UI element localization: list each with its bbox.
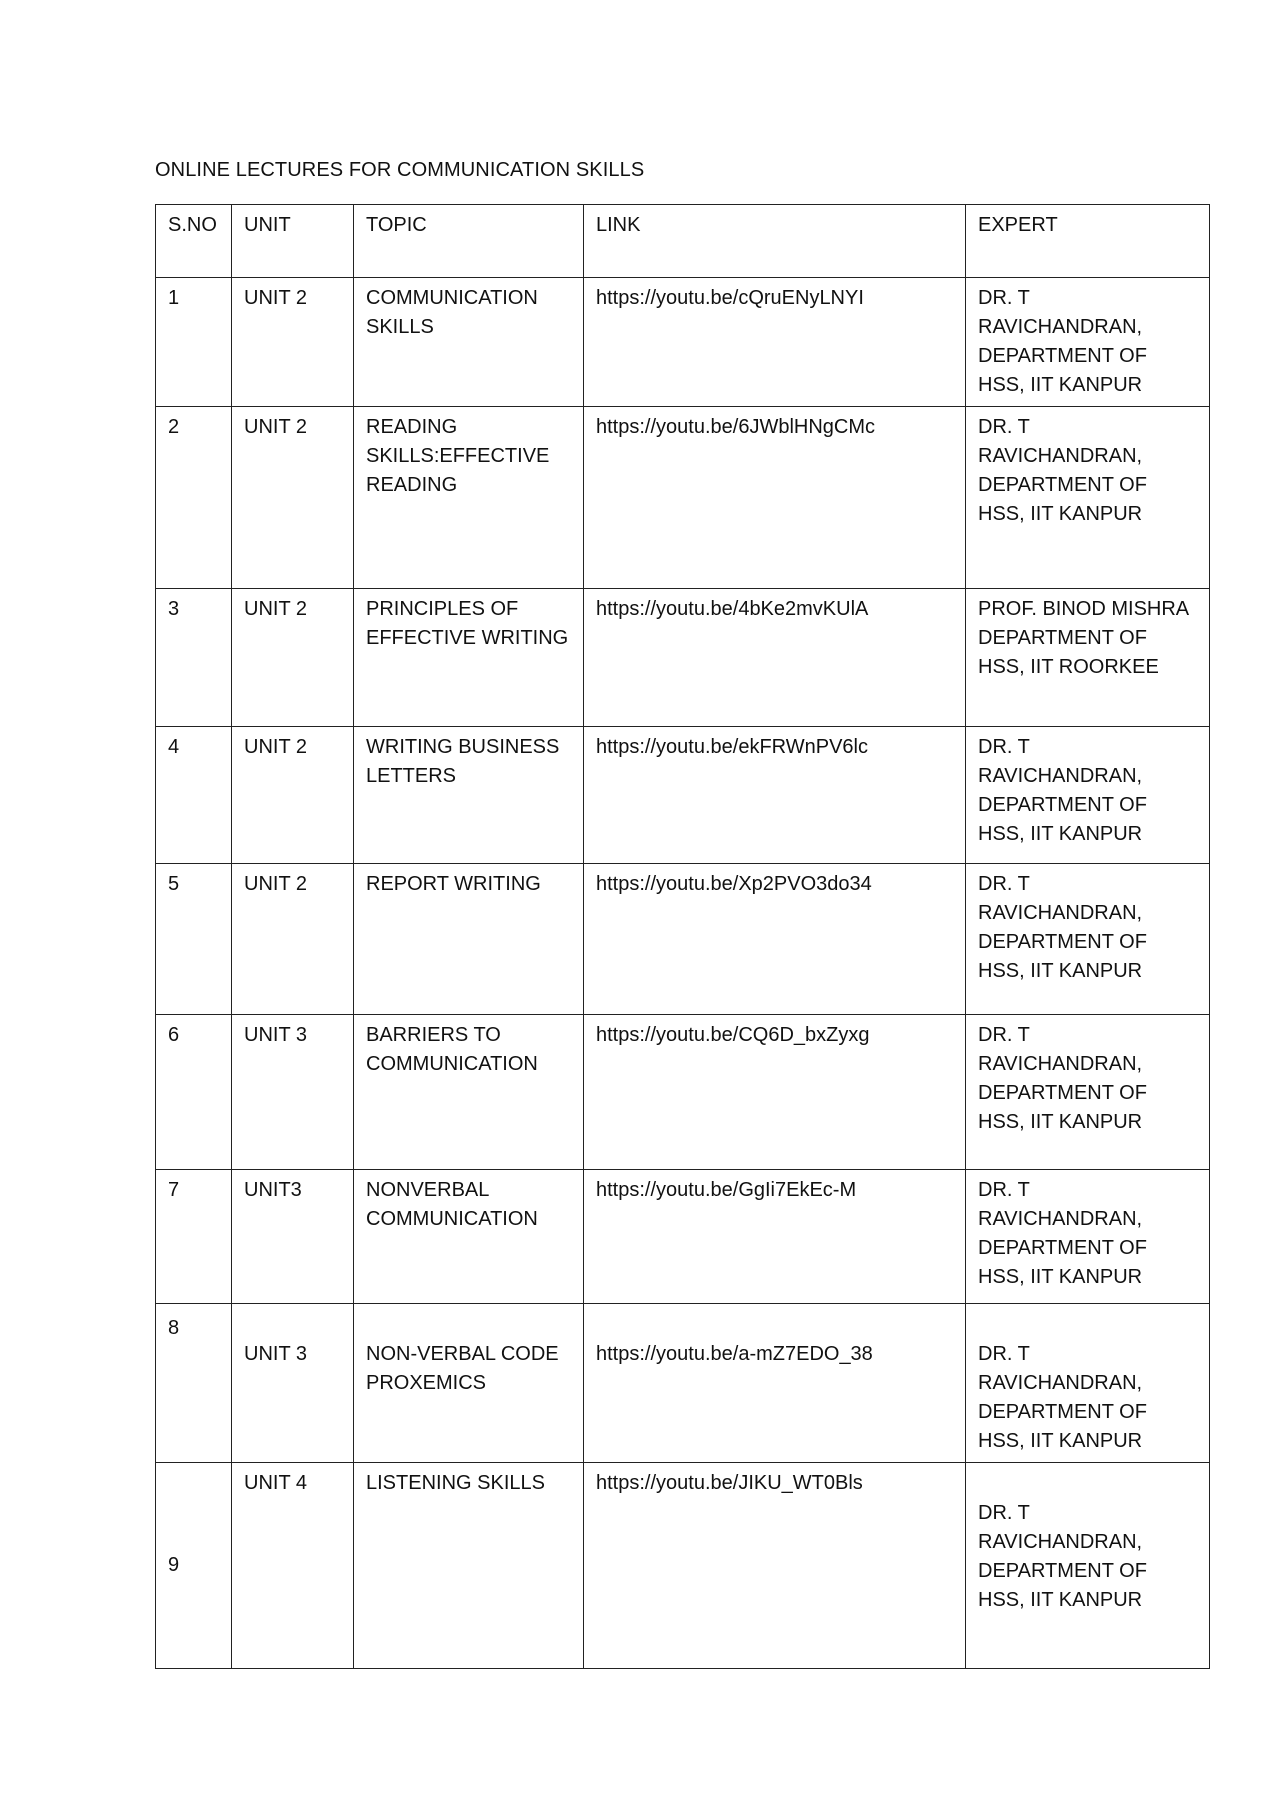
- cell-link[interactable]: https://youtu.be/cQruENyLNYI: [584, 278, 966, 407]
- table-row: [156, 1304, 1210, 1463]
- table-row: [156, 1463, 1210, 1669]
- header-link: LINK: [584, 205, 966, 278]
- table-row: [156, 278, 1210, 407]
- cell-unit: UNIT 2: [232, 727, 354, 864]
- cell-topic: COMMUNICATION SKILLS: [354, 278, 584, 407]
- cell-unit: UNIT3: [232, 1170, 354, 1304]
- cell-sno: 3: [156, 589, 232, 727]
- cell-topic: NON-VERBAL CODE PROXEMICS: [354, 1304, 584, 1463]
- cell-sno: 7: [156, 1170, 232, 1304]
- cell-expert: DR. T RAVICHANDRAN, DEPARTMENT OF HSS, IIT KANPUR: [966, 407, 1210, 589]
- table-row: [156, 727, 1210, 864]
- cell-unit: UNIT 2: [232, 864, 354, 1015]
- cell-expert: PROF. BINOD MISHRA DEPARTMENT OF HSS, IIT ROORKEE: [966, 589, 1210, 727]
- header-topic: TOPIC: [354, 205, 584, 278]
- table-row: [156, 589, 1210, 727]
- cell-sno: 9: [156, 1463, 232, 1669]
- cell-expert: DR. T RAVICHANDRAN, DEPARTMENT OF HSS, IIT KANPUR: [966, 1015, 1210, 1170]
- cell-link[interactable]: https://youtu.be/a-mZ7EDO_38: [584, 1304, 966, 1463]
- cell-sno: 2: [156, 407, 232, 589]
- cell-link[interactable]: https://youtu.be/ekFRWnPV6lc: [584, 727, 966, 864]
- cell-topic: PRINCIPLES OF EFFECTIVE WRITING: [354, 589, 584, 727]
- cell-sno: 6: [156, 1015, 232, 1170]
- cell-unit: UNIT 2: [232, 407, 354, 589]
- cell-link[interactable]: https://youtu.be/6JWblHNgCMc: [584, 407, 966, 589]
- cell-link[interactable]: https://youtu.be/JIKU_WT0Bls: [584, 1463, 966, 1669]
- cell-sno: 4: [156, 727, 232, 864]
- cell-expert: DR. T RAVICHANDRAN, DEPARTMENT OF HSS, IIT KANPUR: [966, 278, 1210, 407]
- cell-unit: UNIT 2: [232, 278, 354, 407]
- cell-unit: UNIT 4: [232, 1463, 354, 1669]
- table-row: [156, 864, 1210, 1015]
- table-row: [156, 407, 1210, 589]
- cell-expert: DR. T RAVICHANDRAN, DEPARTMENT OF HSS, IIT KANPUR: [966, 1170, 1210, 1304]
- cell-expert: DR. T RAVICHANDRAN, DEPARTMENT OF HSS, IIT KANPUR: [966, 727, 1210, 864]
- cell-link[interactable]: https://youtu.be/GgIi7EkEc-M: [584, 1170, 966, 1304]
- cell-sno: 1: [156, 278, 232, 407]
- cell-expert: DR. T RAVICHANDRAN, DEPARTMENT OF HSS, IIT KANPUR: [966, 1463, 1210, 1669]
- cell-expert: DR. T RAVICHANDRAN, DEPARTMENT OF HSS, IIT KANPUR: [966, 864, 1210, 1015]
- document-title: ONLINE LECTURES FOR COMMUNICATION SKILLS: [155, 159, 645, 181]
- cell-topic: REPORT WRITING: [354, 864, 584, 1015]
- header-sno: S.NO: [156, 205, 232, 278]
- cell-topic: WRITING BUSINESS LETTERS: [354, 727, 584, 864]
- cell-topic: BARRIERS TO COMMUNICATION: [354, 1015, 584, 1170]
- table-row: [156, 1015, 1210, 1170]
- cell-sno: 8: [156, 1304, 232, 1463]
- cell-topic: READING SKILLS:EFFECTIVE READING: [354, 407, 584, 589]
- lectures-table: [155, 204, 1210, 1669]
- header-unit: UNIT: [232, 205, 354, 278]
- cell-unit: UNIT 2: [232, 589, 354, 727]
- header-expert: EXPERT: [966, 205, 1210, 278]
- table-header-row: [156, 205, 1210, 278]
- cell-sno: 5: [156, 864, 232, 1015]
- cell-topic: NONVERBAL COMMUNICATION: [354, 1170, 584, 1304]
- cell-expert: DR. T RAVICHANDRAN, DEPARTMENT OF HSS, IIT KANPUR: [966, 1304, 1210, 1463]
- cell-unit: UNIT 3: [232, 1015, 354, 1170]
- cell-link[interactable]: https://youtu.be/4bKe2mvKUlA: [584, 589, 966, 727]
- cell-link[interactable]: https://youtu.be/CQ6D_bxZyxg: [584, 1015, 966, 1170]
- cell-topic: LISTENING SKILLS: [354, 1463, 584, 1669]
- table-row: [156, 1170, 1210, 1304]
- cell-unit: UNIT 3: [232, 1304, 354, 1463]
- cell-link[interactable]: https://youtu.be/Xp2PVO3do34: [584, 864, 966, 1015]
